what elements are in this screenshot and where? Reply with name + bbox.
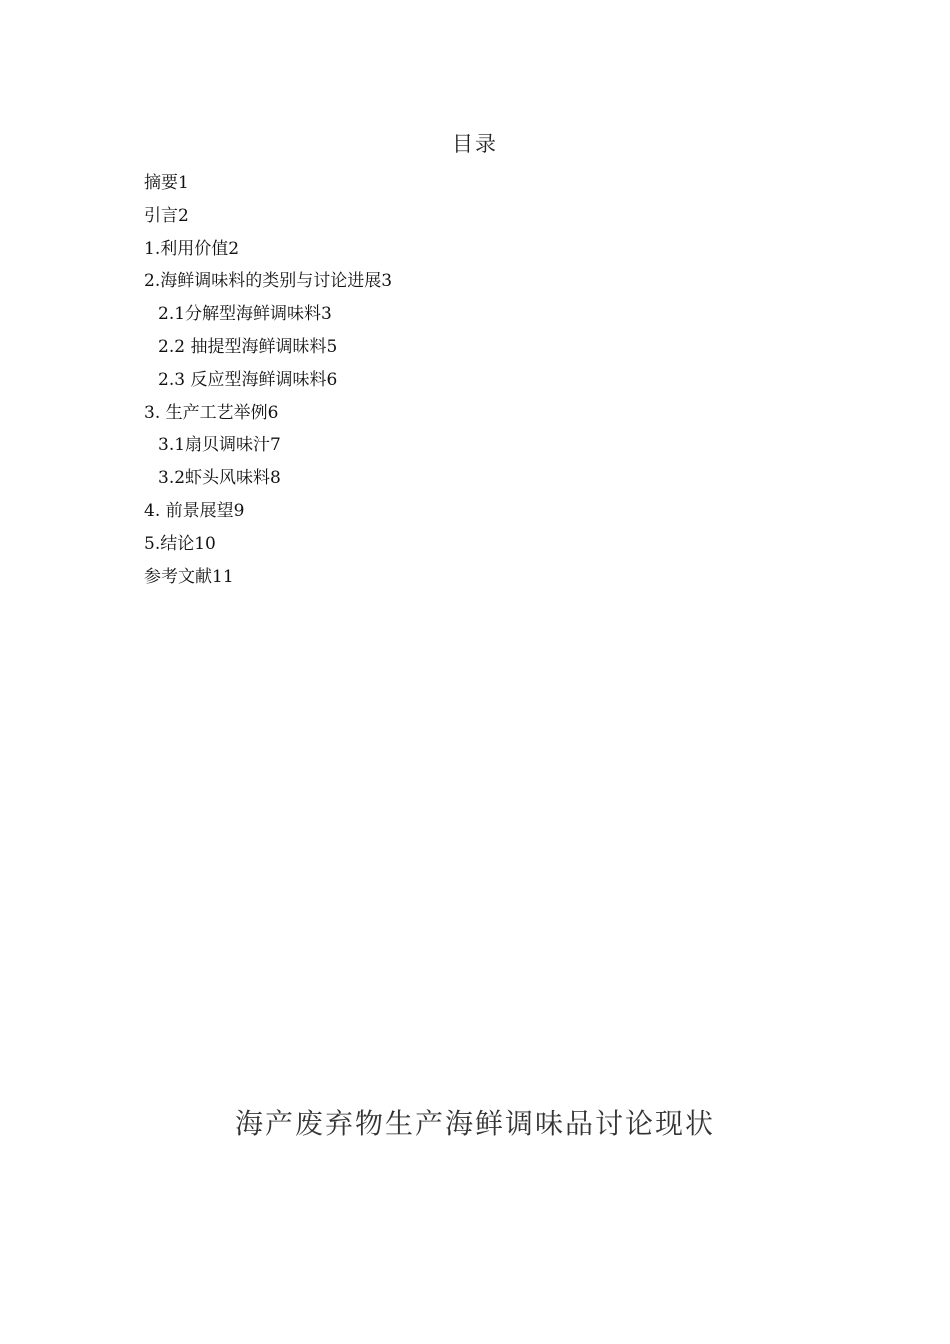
toc-entry-section-4[interactable]: 4. 前景展望9	[144, 500, 245, 521]
toc-entry-section-3-1[interactable]: 3.1扇贝调味汁7	[158, 435, 281, 456]
toc-heading: 目录	[452, 132, 498, 156]
toc-entry-section-2-1[interactable]: 2.1分解型海鲜调味料3	[158, 304, 332, 325]
toc-entry-section-2-2[interactable]: 2.2 抽提型海鲜调昧料5	[158, 336, 338, 357]
document-title: 海产废弃物生产海鲜调味品讨论现状	[234, 1107, 715, 1140]
table-of-contents	[144, 167, 392, 593]
toc-entry-section-5[interactable]: 5.结论10	[144, 533, 216, 554]
toc-entry-section-2-3[interactable]: 2.3 反应型海鲜调味料6	[158, 369, 338, 390]
toc-entry-abstract[interactable]: 摘要1	[144, 173, 189, 193]
toc-entry-introduction[interactable]: 引言2	[144, 205, 189, 226]
toc-entry-section-2[interactable]: 2.海鲜调味料的类别与讨论进展3	[144, 271, 393, 292]
toc-entry-section-1[interactable]: 1.利用价值2	[144, 238, 240, 259]
toc-entry-section-3[interactable]: 3. 生产工艺举例6	[144, 402, 279, 423]
toc-entry-section-3-2[interactable]: 3.2虾头风味料8	[158, 468, 281, 489]
toc-entry-references[interactable]: 参考文献11	[144, 566, 234, 587]
